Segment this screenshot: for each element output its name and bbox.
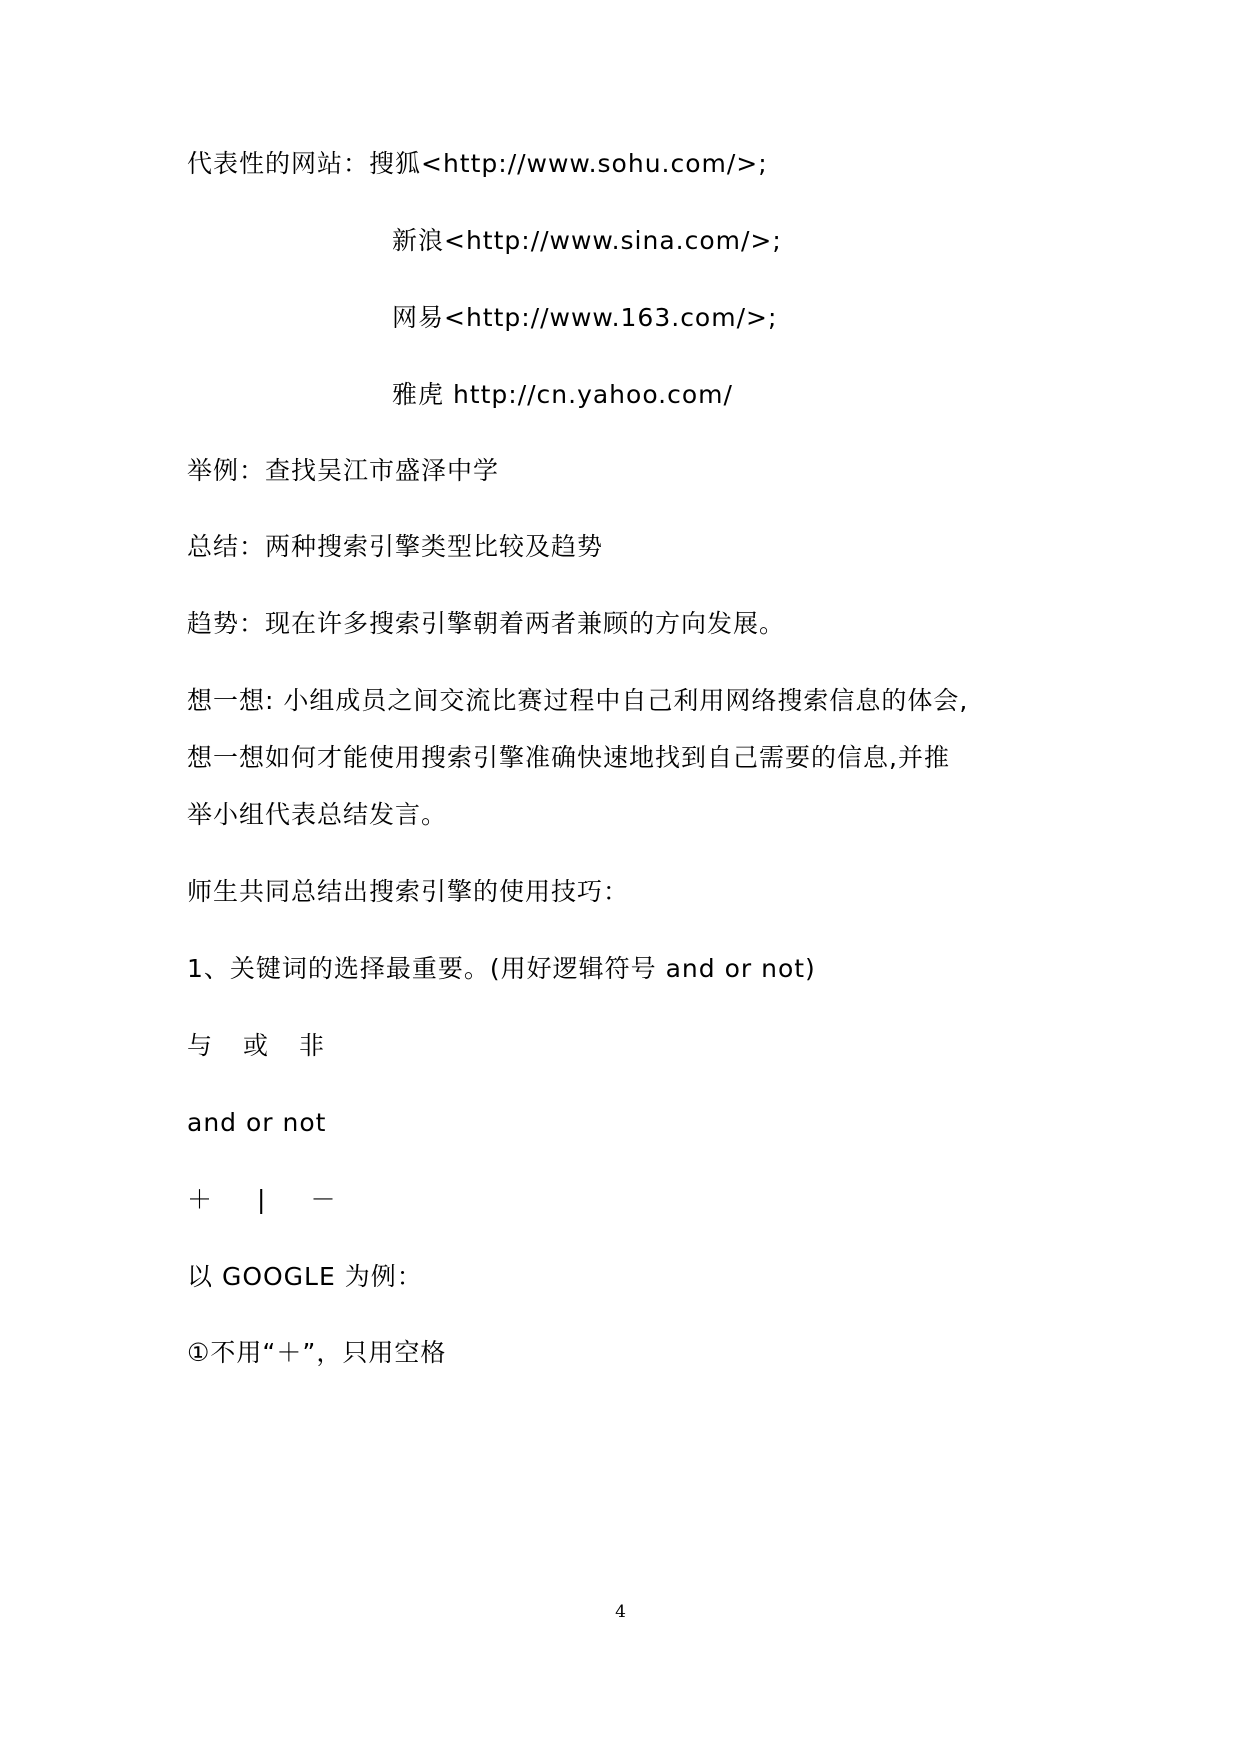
example-line: 举例：查找吴江市盛泽中学	[187, 456, 500, 485]
page-number: 4	[615, 1602, 626, 1622]
minus-symbol: －	[310, 1185, 337, 1214]
logic-not-cn: 非	[299, 1031, 326, 1060]
tip-1: 1、关键词的选择最重要。(用好逻辑符号 and or not)	[187, 954, 816, 983]
think-line-1: 想一想: 小组成员之间交流比赛过程中自己利用网络搜索信息的体会,	[187, 686, 969, 715]
summary-line: 总结：两种搜索引擎类型比较及趋势	[187, 532, 604, 561]
tips-intro: 师生共同总结出搜索引擎的使用技巧：	[187, 877, 630, 906]
trend-line: 趋势：现在许多搜索引擎朝着两者兼顾的方向发展。	[187, 609, 786, 638]
logic-symbols-row	[187, 1185, 336, 1215]
logic-and-cn: 与	[187, 1031, 214, 1060]
logic-english-row: and or not	[187, 1108, 327, 1137]
point-1: ①不用“＋”，只用空格	[187, 1338, 447, 1367]
site-163: 网易<http://www.163.com/>;	[392, 303, 778, 332]
pipe-symbol: |	[257, 1185, 267, 1214]
plus-symbol: ＋	[187, 1185, 214, 1214]
google-example: 以 GOOGLE 为例：	[187, 1262, 423, 1291]
think-line-2: 想一想如何才能使用搜索引擎准确快速地找到自己需要的信息,并推	[187, 743, 950, 772]
site-sina: 新浪<http://www.sina.com/>;	[392, 226, 782, 255]
think-line-3: 举小组代表总结发言。	[187, 800, 448, 829]
sites-label-line: 代表性的网站：搜狐<http://www.sohu.com/>;	[187, 149, 768, 178]
logic-chinese-row	[187, 1031, 325, 1061]
logic-or-cn: 或	[243, 1031, 270, 1060]
site-yahoo: 雅虎 http://cn.yahoo.com/	[392, 380, 733, 409]
